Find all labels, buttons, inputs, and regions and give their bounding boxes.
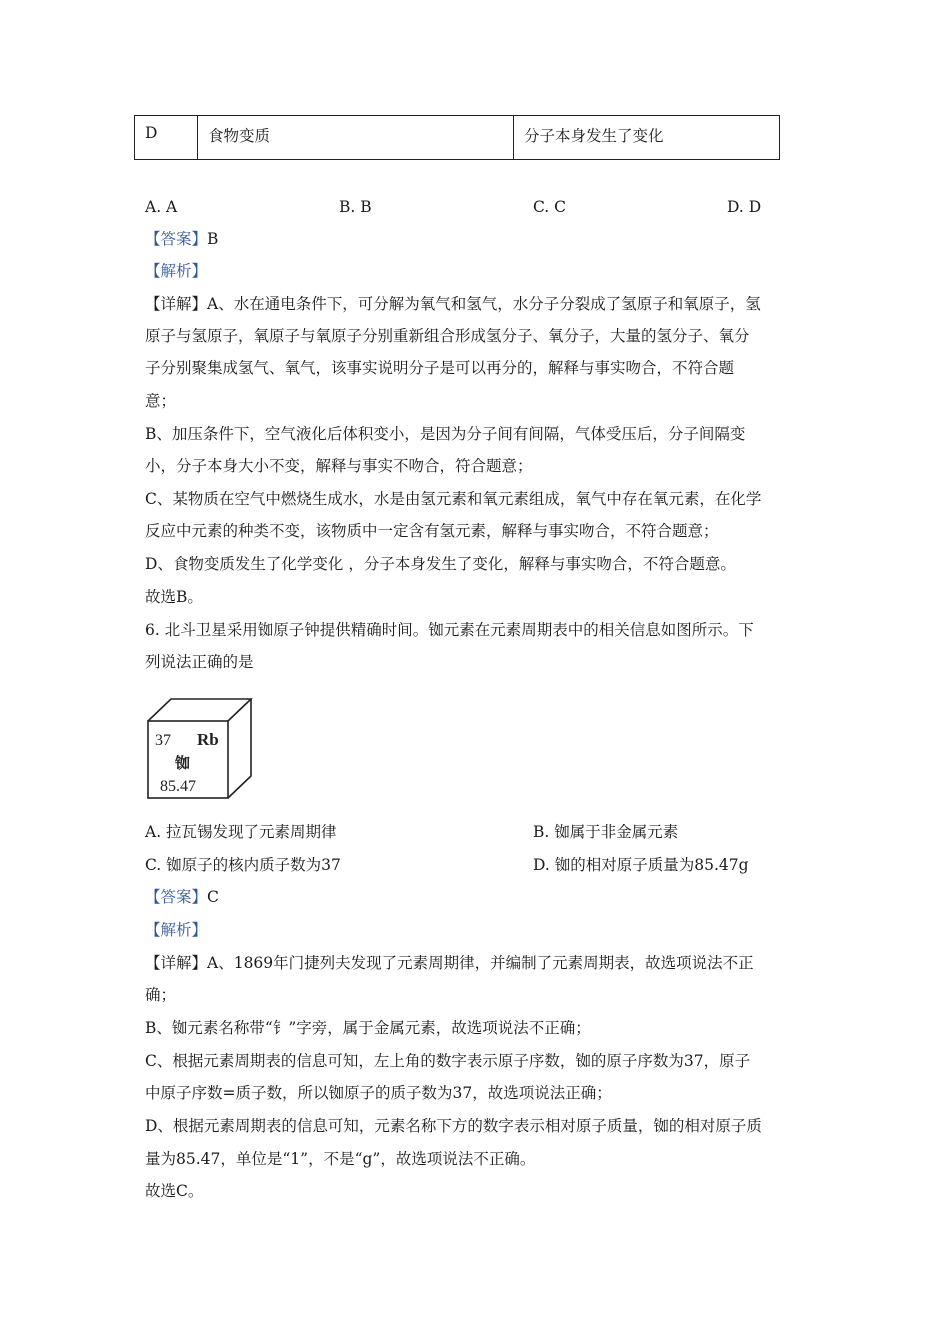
element-name: 铷	[175, 754, 191, 772]
q6-option-d: D. 铷的相对原子质量为85.47g	[533, 856, 749, 874]
cube-top-face	[148, 699, 251, 721]
q6-answer: 【答案】C	[145, 888, 219, 906]
q5-conclusion: 故选B。	[145, 588, 203, 606]
q5-detail-line: 反应中元素的种类不变，该物质中一定含有氢元素，解释与事实吻合，不符合题意；	[145, 522, 719, 540]
table-row	[135, 116, 780, 160]
q6-detail-line: 中原子序数=质子数，所以铷原子的质子数为37，故选项说法正确；	[145, 1084, 612, 1102]
q6-detail-line: C、根据元素周期表的信息可知，左上角的数字表示原子序数，铷的原子序数为37，原子	[145, 1052, 751, 1070]
q6-detail-line: 确；	[145, 986, 177, 1004]
element-atomic-number: 37	[155, 732, 171, 749]
q5-detail-line: 小，分子本身大小不变，解释与事实不吻合，符合题意；	[145, 457, 533, 475]
q5-answer: 【答案】B	[145, 230, 219, 248]
q6-detail-line: D、根据元素周期表的信息可知，元素名称下方的数字表示相对原子质量，铷的相对原子质	[145, 1117, 762, 1135]
element-cube-figure	[145, 697, 255, 801]
cube-side-face	[228, 699, 251, 798]
q5-detail-line: 子分别聚集成氢气、氧气，该事实说明分子是可以再分的，解释与事实吻合，不符合题	[145, 359, 735, 377]
q6-option-c: C. 铷原子的核内质子数为37	[145, 856, 341, 874]
q6-stem-line: 列说法正确的是	[145, 653, 254, 671]
q5-detail-line: 意；	[145, 392, 177, 410]
table-cell-explanation: 分子本身发生了变化	[514, 116, 780, 160]
element-symbol: Rb	[197, 730, 219, 749]
table-cell-fact: 食物变质	[198, 116, 514, 160]
q5-option-c: C. C	[533, 198, 567, 216]
q5-option-b: B. B	[339, 198, 372, 216]
q5-detail-line: 原子与氢原子，氧原子与氧原子分别重新组合形成氢分子、氧分子，大量的氢分子、氧分	[145, 327, 750, 345]
element-mass: 85.47	[160, 778, 196, 795]
q5-detail-line: B、加压条件下，空气液化后体积变小，是因为分子间有间隔，气体受压后，分子间隔变	[145, 425, 746, 443]
q6-detail-line: 【详解】A、1869年门捷列夫发现了元素周期律，并编制了元素周期表，故选项说法不正	[145, 954, 754, 972]
q5-detail-line: C、某物质在空气中燃烧生成水，水是由氢元素和氧元素组成，氧气中存在氧元素，在化学	[145, 490, 762, 508]
q5-detail-line: 【详解】A、水在通电条件下，可分解为氧气和氢气，水分子分裂成了氢原子和氧原子，氢	[145, 295, 761, 313]
q6-stem-line: 6. 北斗卫星采用铷原子钟提供精确时间。铷元素在元素周期表中的相关信息如图所示。下	[145, 621, 754, 639]
q6-conclusion: 故选C。	[145, 1182, 204, 1200]
q6-detail-line: B、铷元素名称带“钅”字旁，属于金属元素，故选项说法不正确；	[145, 1019, 591, 1037]
answer-table	[134, 115, 780, 160]
q5-option-a: A. A	[145, 198, 178, 216]
table-cell-letter: D	[135, 116, 198, 160]
q6-option-b: B. 铷属于非金属元素	[533, 823, 679, 841]
q6-analysis-tag: 【解析】	[145, 921, 208, 939]
q6-option-a: A. 拉瓦锡发现了元素周期律	[145, 823, 337, 841]
q5-detail-line: D、食物变质发生了化学变化 ，分子本身发生了变化，解释与事实吻合，不符合题意。	[145, 555, 736, 573]
q6-detail-line: 量为85.47，单位是“1”，不是“g”，故选项说法不正确。	[145, 1150, 536, 1168]
q5-analysis-tag: 【解析】	[145, 262, 208, 280]
q5-option-d: D. D	[727, 198, 762, 216]
